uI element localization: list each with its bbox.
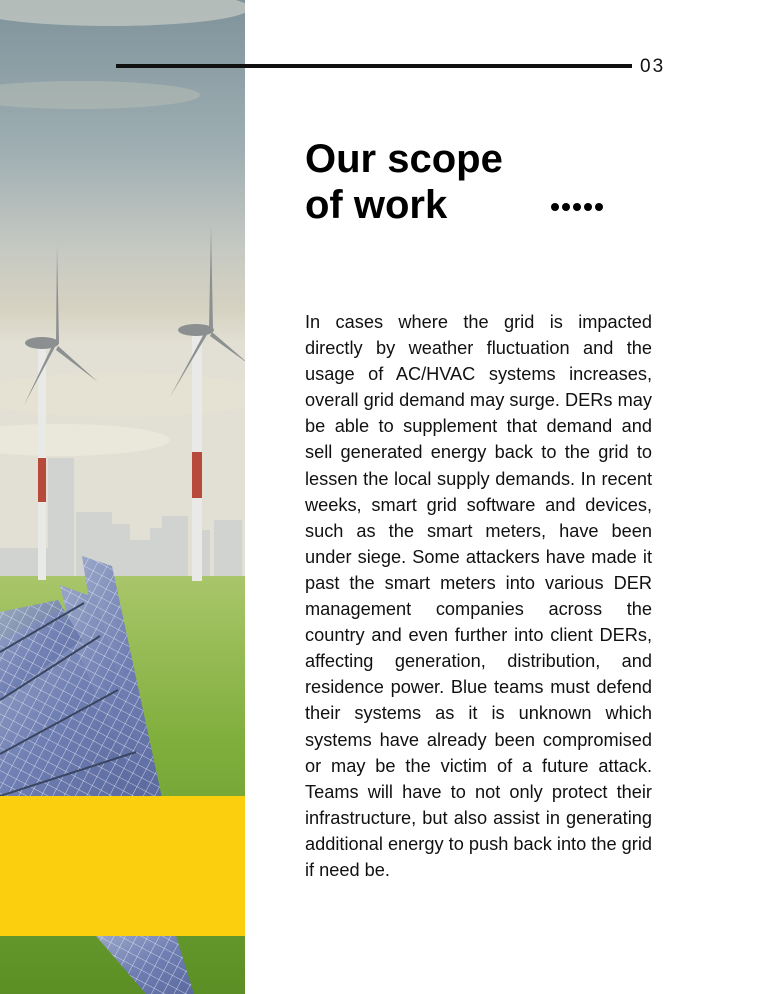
body-paragraph: In cases where the grid is impacted directly by weather fluctuation and the usage of AC/HVAC systems increases, overall grid demand may surge. DERs may be able to supplement that demand and sell generated energy back to the grid to lessen the local supply demands. In recent weeks, smart grid software and devices, such as the smart meters, have been under siege. Some attackers have made it past the smart meters into various DER management companies across the country and even further into client DERs, affecting generation, distribution, and residence power. Blue teams must defend their systems as it is unknown which systems have already been compromised or may be the victim of a future attack. Teams will have to not only protect their infrastructure, but also assist in generating additional energy to push back into the grid if need be.	[305, 312, 652, 880]
header-rule	[116, 64, 632, 68]
dot-icon	[573, 203, 581, 211]
page-title-line-1: Our scope	[305, 137, 503, 181]
page-title	[305, 136, 503, 228]
page-title-line-2: of work	[305, 183, 448, 227]
yellow-accent-block	[0, 796, 245, 936]
page-number: 03	[640, 56, 666, 77]
decorative-dots	[551, 203, 603, 211]
dot-icon	[551, 203, 559, 211]
dot-icon	[584, 203, 592, 211]
dot-icon	[595, 203, 603, 211]
dot-icon	[562, 203, 570, 211]
